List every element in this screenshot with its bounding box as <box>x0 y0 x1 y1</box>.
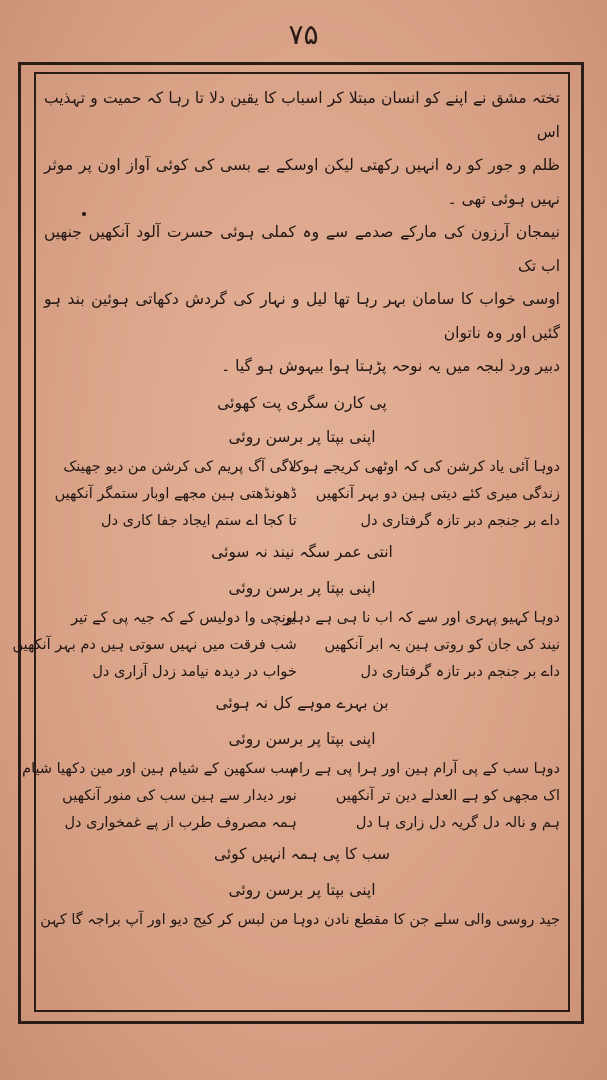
stanza <box>12 571 560 720</box>
hemistich-right: دوہا کہیو پہری اور سے کہ اب نا ہی ہے دہیر <box>283 609 560 626</box>
refrain: اپنی بپتا پر برسن روئی <box>228 578 376 597</box>
couplet <box>44 659 560 686</box>
hemistich-right: دوہا سب کے پی آرام ہین اور ہرا پی ہے رام <box>290 760 560 777</box>
couplet <box>12 632 560 659</box>
hemistich-right: اک مجھی کو ہے العدلے دین تر آنکھیں <box>335 787 560 804</box>
hemistich-left: نور دیدار سے ہین سب کی منور آنکھیں <box>62 787 297 804</box>
closing-text: جید روسی والی سلے جن کا مقطع نادن دوہا من لبس کر کیج دیو اور آپ براجہ گا کہن <box>40 911 560 928</box>
couplet <box>22 756 560 783</box>
hemistich-left: لاگی آگ پریم کی کرشن من دیو جھینک <box>63 458 297 475</box>
hemistich-left: شب فرقت میں نہیں سوتی ہیں دم بہر آنکھیں <box>12 636 297 653</box>
refrain: اپنی بپتا پر برسن روئی <box>228 729 376 748</box>
couplet <box>44 605 560 632</box>
stanza <box>44 386 560 569</box>
closing-line <box>40 907 560 934</box>
prose-line: نیمجان آرزون کی مارکے صدمے سے وہ کملی ہوئی حسرت آلود آنکھیں جنھیں اب تک <box>44 223 560 275</box>
refrain: اپنی بپتا پر برسن روئی <box>228 427 376 446</box>
refrain: اپنی بپتا پر برسن روئی <box>228 880 376 899</box>
prose-line: دبیر ورد لبجہ میں یہ نوحہ پڑہتا ہوا بیہوش ہو گیا ۔ <box>221 357 560 375</box>
hemistich-left: ڈھونڈھتی ہین مجھے اوبار ستمگر آنکھیں <box>54 485 297 502</box>
hemistich-left: خواب در دیدہ نیامد زدل آزاری دل <box>92 663 297 680</box>
refrain-end: انتی عمر سگہ نیند نہ سوئی <box>211 542 393 561</box>
hemistich-left: اونچی وا دولیس کے کہ جیہ پی کے تیر <box>71 609 297 626</box>
refrain-top: پی کارن سگری پت کھوئی <box>217 393 387 412</box>
prose-block <box>44 82 560 384</box>
prose-line: تختہ مشق نے اپنے کو انسان مبتلا کر اسباب کا یقین دلا تا رہا کہ حمیت و تہذیب اس <box>44 89 560 141</box>
prose-line: اوسی خواب کا سامان بہر رہا تھا لیل و نہار کی گردش دکھاتی ہوئین بند ہو گئیں اور وہ ناتوان <box>44 290 560 342</box>
hemistich-left: سب سکھین کے شیام ہین اور مین دکھیا شیام <box>22 760 297 777</box>
page-number: ۷۵ <box>288 18 319 51</box>
page-content <box>12 82 560 1002</box>
couplet <box>44 783 560 810</box>
couplet <box>44 508 560 535</box>
hemistich-right: داے بر جنجم دبر تازہ گرفتاری دل <box>360 512 560 529</box>
prose-line: ظلم و جور کو رہ انہیں رکھتی لیکن اوسکے بے بسی کی کوئی آواز اون پر موثر نہیں ہوئی تھی ۔ <box>44 156 560 208</box>
couplet <box>44 481 560 508</box>
refrain-end: بن بہرے موہے کل نہ ہوئی <box>215 693 389 712</box>
hemistich-left: تا کجا اے ستم ایجاد جفا کاری دل <box>101 512 297 529</box>
stanza <box>44 873 560 907</box>
hemistich-right: زندگی میری کئے دیتی ہین دو بہر آنکھیں <box>315 485 560 502</box>
hemistich-right: دوہا آئی یاد کرشن کی کہ اوٹھی کریجے ہوک <box>289 458 560 475</box>
couplet <box>44 454 560 481</box>
hemistich-right: نیند کی جان کو روتی ہین یہ ابر آنکھیں <box>324 636 560 653</box>
hemistich-right: ہم و نالہ دل گریہ دل زاری ہا دل <box>355 814 560 831</box>
couplet <box>44 810 560 837</box>
refrain-end: سب کا پی ہمہ انہیں کوئی <box>213 844 391 863</box>
hemistich-left: ہمہ مصروف طرب از پے غمخواری دل <box>64 814 297 831</box>
stanza <box>22 722 560 871</box>
hemistich-right: داے بر جنجم دبر تازہ گرفتاری دل <box>360 663 560 680</box>
